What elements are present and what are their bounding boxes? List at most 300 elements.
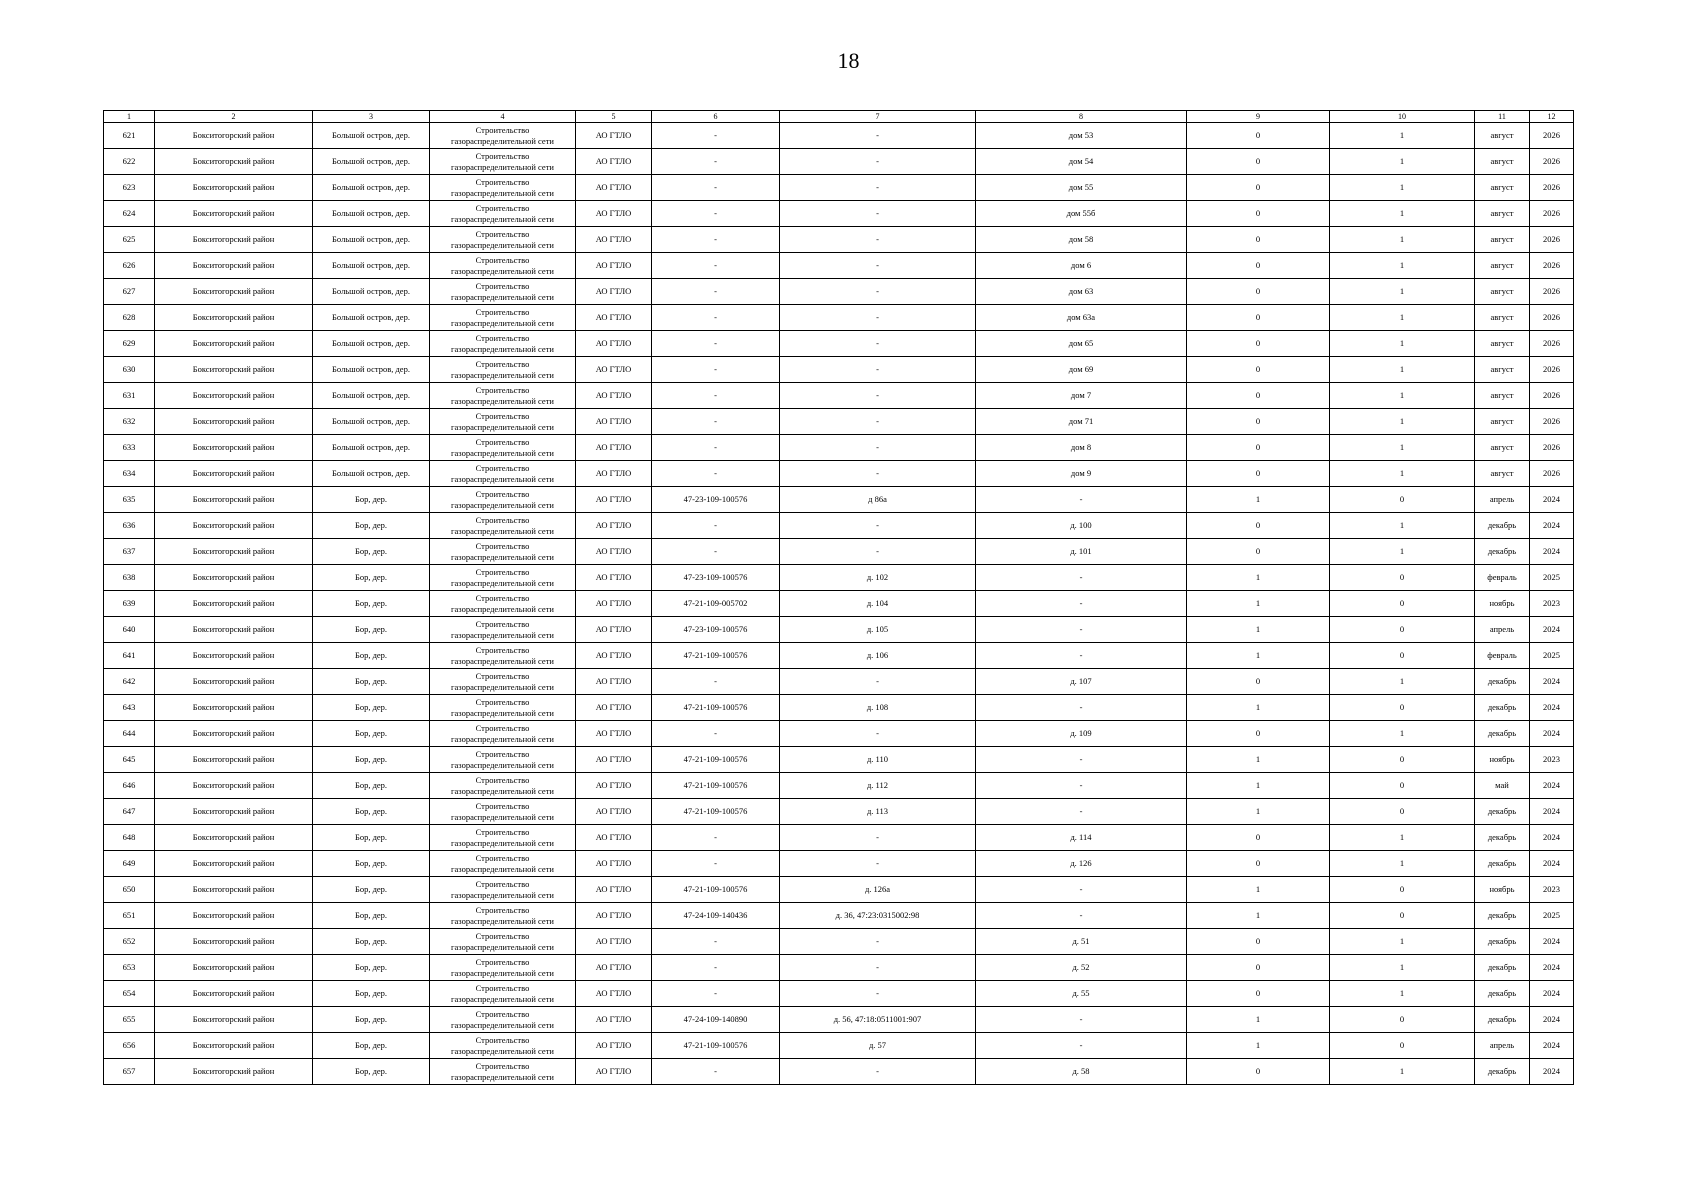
row-number-cell: 636 [104,513,155,539]
work-type-line-2: газораспределительной сети [451,863,554,874]
column-header: 6 [652,111,780,123]
application-number-cell: - [652,305,780,331]
month-cell: февраль [1475,565,1530,591]
work-type-line-1: Строительство [475,280,530,291]
address-cell: д. 36, 47:23:0315002:98 [780,903,976,929]
application-number-cell: - [652,461,780,487]
district-cell: Бокситогорский район [155,305,313,331]
work-type-cell [430,695,576,721]
table-row [104,201,1574,227]
settlement-cell: Большой остров, дер. [313,331,430,357]
application-number-cell: - [652,539,780,565]
work-type-cell [430,487,576,513]
settlement-cell: Бор, дер. [313,773,430,799]
row-number-cell: 621 [104,123,155,149]
address-cell: - [780,721,976,747]
organization-cell: АО ГТЛО [576,721,652,747]
count-b-cell: 1 [1330,201,1475,227]
table-row [104,123,1574,149]
count-a-cell: 0 [1187,279,1330,305]
house-cell: дом 58 [976,227,1187,253]
district-cell: Бокситогорский район [155,123,313,149]
address-cell: - [780,227,976,253]
organization-cell: АО ГТЛО [576,565,652,591]
work-type-line-2: газораспределительной сети [451,369,554,380]
column-header: 4 [430,111,576,123]
month-cell: август [1475,435,1530,461]
application-number-cell: - [652,981,780,1007]
application-number-cell: 47-23-109-100576 [652,565,780,591]
year-cell: 2026 [1530,253,1574,279]
work-type-line-1: Строительство [475,722,530,733]
organization-cell: АО ГТЛО [576,383,652,409]
month-cell: декабрь [1475,799,1530,825]
count-a-cell: 1 [1187,877,1330,903]
work-type-line-1: Строительство [475,800,530,811]
count-a-cell: 0 [1187,435,1330,461]
year-cell: 2026 [1530,409,1574,435]
work-type-line-1: Строительство [475,930,530,941]
organization-cell: АО ГТЛО [576,123,652,149]
count-b-cell: 1 [1330,461,1475,487]
application-number-cell: - [652,435,780,461]
work-type-line-2: газораспределительной сети [451,889,554,900]
settlement-cell: Большой остров, дер. [313,149,430,175]
work-type-line-2: газораспределительной сети [451,447,554,458]
address-cell: д 86а [780,487,976,513]
work-type-line-1: Строительство [475,514,530,525]
work-type-line-1: Строительство [475,592,530,603]
application-number-cell: - [652,955,780,981]
count-b-cell: 0 [1330,591,1475,617]
month-cell: апрель [1475,617,1530,643]
work-type-line-2: газораспределительной сети [451,759,554,770]
count-b-cell: 1 [1330,253,1475,279]
organization-cell: АО ГТЛО [576,955,652,981]
month-cell: декабрь [1475,721,1530,747]
organization-cell: АО ГТЛО [576,201,652,227]
count-b-cell: 0 [1330,747,1475,773]
count-a-cell: 1 [1187,487,1330,513]
count-a-cell: 0 [1187,409,1330,435]
work-type-line-1: Строительство [475,566,530,577]
address-cell: - [780,383,976,409]
count-b-cell: 0 [1330,487,1475,513]
application-number-cell: 47-24-109-140890 [652,1007,780,1033]
table-row [104,695,1574,721]
work-type-line-2: газораспределительной сети [451,707,554,718]
organization-cell: АО ГТЛО [576,487,652,513]
year-cell: 2024 [1530,695,1574,721]
work-type-line-2: газораспределительной сети [451,551,554,562]
count-b-cell: 1 [1330,175,1475,201]
work-type-line-2: газораспределительной сети [451,473,554,484]
row-number-cell: 648 [104,825,155,851]
organization-cell: АО ГТЛО [576,305,652,331]
district-cell: Бокситогорский район [155,565,313,591]
count-b-cell: 1 [1330,513,1475,539]
work-type-line-2: газораспределительной сети [451,629,554,640]
district-cell: Бокситогорский район [155,799,313,825]
table-row [104,877,1574,903]
organization-cell: АО ГТЛО [576,825,652,851]
count-a-cell: 0 [1187,461,1330,487]
month-cell: декабрь [1475,1059,1530,1085]
house-cell: д. 107 [976,669,1187,695]
year-cell: 2024 [1530,773,1574,799]
work-type-cell [430,825,576,851]
table-row [104,747,1574,773]
work-type-line-1: Строительство [475,436,530,447]
work-type-cell [430,669,576,695]
count-a-cell: 1 [1187,1007,1330,1033]
work-type-cell [430,929,576,955]
count-b-cell: 0 [1330,695,1475,721]
count-a-cell: 0 [1187,175,1330,201]
month-cell: май [1475,773,1530,799]
year-cell: 2024 [1530,825,1574,851]
work-type-cell [430,591,576,617]
settlement-cell: Бор, дер. [313,825,430,851]
count-a-cell: 1 [1187,643,1330,669]
district-cell: Бокситогорский район [155,721,313,747]
count-b-cell: 1 [1330,305,1475,331]
year-cell: 2024 [1530,929,1574,955]
table-row [104,253,1574,279]
column-header: 8 [976,111,1187,123]
table-row [104,461,1574,487]
count-a-cell: 0 [1187,669,1330,695]
table-row [104,539,1574,565]
month-cell: август [1475,253,1530,279]
row-number-cell: 649 [104,851,155,877]
organization-cell: АО ГТЛО [576,539,652,565]
table-row [104,279,1574,305]
settlement-cell: Бор, дер. [313,721,430,747]
organization-cell: АО ГТЛО [576,227,652,253]
count-b-cell: 1 [1330,825,1475,851]
row-number-cell: 631 [104,383,155,409]
house-cell: - [976,773,1187,799]
work-type-line-1: Строительство [475,124,530,135]
district-cell: Бокситогорский район [155,825,313,851]
count-a-cell: 1 [1187,591,1330,617]
year-cell: 2023 [1530,877,1574,903]
month-cell: август [1475,227,1530,253]
year-cell: 2024 [1530,799,1574,825]
district-cell: Бокситогорский район [155,331,313,357]
month-cell: декабрь [1475,981,1530,1007]
work-type-line-1: Строительство [475,254,530,265]
count-b-cell: 1 [1330,929,1475,955]
month-cell: август [1475,461,1530,487]
count-b-cell: 1 [1330,227,1475,253]
table-row [104,591,1574,617]
house-cell: дом 7 [976,383,1187,409]
settlement-cell: Бор, дер. [313,513,430,539]
table-row [104,929,1574,955]
work-type-line-2: газораспределительной сети [451,941,554,952]
settlement-cell: Бор, дер. [313,565,430,591]
work-type-line-1: Строительство [475,306,530,317]
house-cell: - [976,1033,1187,1059]
address-cell: - [780,201,976,227]
application-number-cell: - [652,669,780,695]
district-cell: Бокситогорский район [155,383,313,409]
address-cell: д. 105 [780,617,976,643]
count-a-cell: 0 [1187,201,1330,227]
work-type-cell [430,877,576,903]
work-type-line-2: газораспределительной сети [451,733,554,744]
organization-cell: АО ГТЛО [576,617,652,643]
month-cell: апрель [1475,487,1530,513]
work-type-cell [430,539,576,565]
application-number-cell: 47-21-109-100576 [652,773,780,799]
work-type-line-2: газораспределительной сети [451,785,554,796]
settlement-cell: Большой остров, дер. [313,357,430,383]
column-number-row [104,111,1574,123]
address-cell: - [780,357,976,383]
work-type-line-2: газораспределительной сети [451,265,554,276]
work-type-line-1: Строительство [475,748,530,759]
table-row [104,149,1574,175]
month-cell: август [1475,357,1530,383]
house-cell: д. 114 [976,825,1187,851]
settlement-cell: Бор, дер. [313,487,430,513]
year-cell: 2026 [1530,123,1574,149]
work-type-line-1: Строительство [475,1034,530,1045]
address-cell: д. 57 [780,1033,976,1059]
count-a-cell: 0 [1187,929,1330,955]
work-type-line-1: Строительство [475,176,530,187]
application-number-cell: 47-21-109-100576 [652,747,780,773]
settlement-cell: Бор, дер. [313,981,430,1007]
year-cell: 2026 [1530,279,1574,305]
count-b-cell: 1 [1330,955,1475,981]
application-number-cell: - [652,253,780,279]
work-type-cell [430,383,576,409]
row-number-cell: 632 [104,409,155,435]
application-number-cell: 47-24-109-140436 [652,903,780,929]
work-type-cell [430,565,576,591]
work-type-cell [430,1007,576,1033]
address-cell: д. 113 [780,799,976,825]
address-cell: д. 112 [780,773,976,799]
house-cell: - [976,903,1187,929]
work-type-line-2: газораспределительной сети [451,993,554,1004]
organization-cell: АО ГТЛО [576,747,652,773]
address-cell: - [780,305,976,331]
work-type-line-1: Строительство [475,618,530,629]
application-number-cell: - [652,279,780,305]
work-type-cell [430,1059,576,1085]
district-cell: Бокситогорский район [155,929,313,955]
column-header: 1 [104,111,155,123]
year-cell: 2024 [1530,981,1574,1007]
count-a-cell: 1 [1187,695,1330,721]
year-cell: 2024 [1530,1033,1574,1059]
gasification-table [103,110,1574,1085]
work-type-cell [430,409,576,435]
year-cell: 2026 [1530,201,1574,227]
count-b-cell: 0 [1330,1033,1475,1059]
work-type-line-1: Строительство [475,852,530,863]
work-type-cell [430,773,576,799]
work-type-line-1: Строительство [475,228,530,239]
month-cell: ноябрь [1475,747,1530,773]
work-type-line-2: газораспределительной сети [451,161,554,172]
month-cell: август [1475,123,1530,149]
settlement-cell: Большой остров, дер. [313,435,430,461]
work-type-line-2: газораспределительной сети [451,317,554,328]
work-type-cell [430,461,576,487]
district-cell: Бокситогорский район [155,175,313,201]
district-cell: Бокситогорский район [155,1033,313,1059]
work-type-line-2: газораспределительной сети [451,837,554,848]
year-cell: 2026 [1530,435,1574,461]
work-type-line-2: газораспределительной сети [451,655,554,666]
district-cell: Бокситогорский район [155,851,313,877]
table-row [104,487,1574,513]
month-cell: декабрь [1475,929,1530,955]
count-b-cell: 1 [1330,851,1475,877]
table-row [104,643,1574,669]
settlement-cell: Бор, дер. [313,1059,430,1085]
work-type-line-2: газораспределительной сети [451,915,554,926]
work-type-line-2: газораспределительной сети [451,187,554,198]
table-row [104,955,1574,981]
work-type-cell [430,851,576,877]
work-type-line-1: Строительство [475,462,530,473]
table-row [104,851,1574,877]
organization-cell: АО ГТЛО [576,929,652,955]
table-body [104,123,1574,1085]
work-type-cell [430,279,576,305]
year-cell: 2024 [1530,1007,1574,1033]
work-type-cell [430,305,576,331]
district-cell: Бокситогорский район [155,487,313,513]
organization-cell: АО ГТЛО [576,175,652,201]
column-header: 3 [313,111,430,123]
count-a-cell: 0 [1187,1059,1330,1085]
month-cell: август [1475,279,1530,305]
work-type-cell [430,513,576,539]
address-cell: - [780,1059,976,1085]
work-type-line-2: газораспределительной сети [451,1071,554,1082]
year-cell: 2026 [1530,305,1574,331]
application-number-cell: - [652,851,780,877]
work-type-line-2: газораспределительной сети [451,343,554,354]
district-cell: Бокситогорский район [155,279,313,305]
address-cell: - [780,435,976,461]
table-row [104,617,1574,643]
organization-cell: АО ГТЛО [576,1059,652,1085]
year-cell: 2024 [1530,539,1574,565]
row-number-cell: 626 [104,253,155,279]
house-cell: д. 51 [976,929,1187,955]
work-type-line-2: газораспределительной сети [451,967,554,978]
work-type-line-2: газораспределительной сети [451,1019,554,1030]
count-b-cell: 0 [1330,1007,1475,1033]
application-number-cell: - [652,201,780,227]
district-cell: Бокситогорский район [155,409,313,435]
application-number-cell: - [652,721,780,747]
house-cell: - [976,1007,1187,1033]
table-row [104,383,1574,409]
settlement-cell: Большой остров, дер. [313,409,430,435]
month-cell: декабрь [1475,539,1530,565]
settlement-cell: Бор, дер. [313,539,430,565]
district-cell: Бокситогорский район [155,539,313,565]
table-row [104,903,1574,929]
column-header: 5 [576,111,652,123]
year-cell: 2024 [1530,513,1574,539]
work-type-line-2: газораспределительной сети [451,499,554,510]
application-number-cell: - [652,227,780,253]
address-cell: - [780,669,976,695]
house-cell: дом 63 [976,279,1187,305]
work-type-cell [430,721,576,747]
row-number-cell: 651 [104,903,155,929]
work-type-line-2: газораспределительной сети [451,291,554,302]
organization-cell: АО ГТЛО [576,1033,652,1059]
settlement-cell: Бор, дер. [313,1007,430,1033]
district-cell: Бокситогорский район [155,591,313,617]
settlement-cell: Бор, дер. [313,695,430,721]
organization-cell: АО ГТЛО [576,643,652,669]
count-a-cell: 0 [1187,253,1330,279]
table-row [104,981,1574,1007]
settlement-cell: Большой остров, дер. [313,305,430,331]
month-cell: декабрь [1475,1007,1530,1033]
address-cell: - [780,409,976,435]
settlement-cell: Большой остров, дер. [313,227,430,253]
work-type-line-2: газораспределительной сети [451,1045,554,1056]
row-number-cell: 655 [104,1007,155,1033]
row-number-cell: 652 [104,929,155,955]
address-cell: д. 126а [780,877,976,903]
column-header: 10 [1330,111,1475,123]
year-cell: 2024 [1530,955,1574,981]
count-b-cell: 1 [1330,123,1475,149]
count-b-cell: 0 [1330,643,1475,669]
row-number-cell: 647 [104,799,155,825]
count-a-cell: 0 [1187,331,1330,357]
district-cell: Бокситогорский район [155,227,313,253]
application-number-cell: - [652,825,780,851]
work-type-cell [430,357,576,383]
month-cell: август [1475,201,1530,227]
organization-cell: АО ГТЛО [576,773,652,799]
settlement-cell: Бор, дер. [313,669,430,695]
count-a-cell: 1 [1187,799,1330,825]
month-cell: август [1475,149,1530,175]
work-type-cell [430,123,576,149]
district-cell: Бокситогорский район [155,747,313,773]
district-cell: Бокситогорский район [155,435,313,461]
application-number-cell: 47-21-109-100576 [652,877,780,903]
work-type-cell [430,1033,576,1059]
work-type-line-1: Строительство [475,202,530,213]
application-number-cell: - [652,331,780,357]
house-cell: дом 6 [976,253,1187,279]
house-cell: - [976,747,1187,773]
count-a-cell: 0 [1187,383,1330,409]
count-b-cell: 1 [1330,539,1475,565]
count-a-cell: 0 [1187,539,1330,565]
count-a-cell: 1 [1187,617,1330,643]
work-type-line-2: газораспределительной сети [451,213,554,224]
